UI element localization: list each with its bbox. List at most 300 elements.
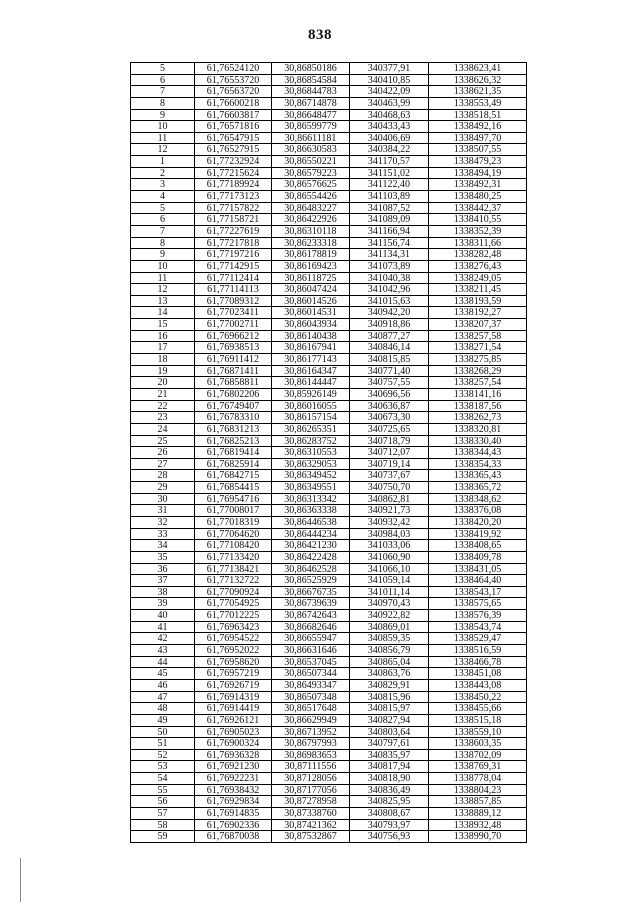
point-number-cell: 6: [131, 214, 195, 226]
longitude-cell: 30,86631646: [272, 645, 350, 657]
point-number-cell: 8: [131, 238, 195, 250]
point-number-cell: 31: [131, 505, 195, 517]
latitude-cell: 61,77089312: [195, 296, 272, 308]
longitude-cell: 30,86310118: [272, 226, 350, 238]
table-row: [131, 727, 527, 739]
longitude-cell: 30,86507348: [272, 692, 350, 704]
point-number-cell: 3: [131, 179, 195, 191]
x-coordinate-cell: 340836,49: [350, 785, 429, 797]
point-number-cell: 22: [131, 401, 195, 413]
point-number-cell: 13: [131, 296, 195, 308]
point-number-cell: 37: [131, 575, 195, 587]
longitude-cell: 30,86797993: [272, 738, 350, 750]
y-coordinate-cell: 1338603,35: [429, 738, 527, 750]
point-number-cell: 4: [131, 191, 195, 203]
point-number-cell: 12: [131, 144, 195, 156]
y-coordinate-cell: 1338450,22: [429, 692, 527, 704]
table-row: [131, 773, 527, 785]
longitude-cell: 30,86014531: [272, 307, 350, 319]
latitude-cell: 61,76871411: [195, 366, 272, 378]
y-coordinate-cell: 1338419,92: [429, 529, 527, 541]
y-coordinate-cell: 1338354,33: [429, 459, 527, 471]
point-number-cell: 33: [131, 529, 195, 541]
longitude-cell: 30,86265351: [272, 424, 350, 436]
latitude-cell: 61,76905023: [195, 727, 272, 739]
longitude-cell: 30,86310553: [272, 447, 350, 459]
x-coordinate-cell: 340942,20: [350, 307, 429, 319]
y-coordinate-cell: 1338778,04: [429, 773, 527, 785]
x-coordinate-cell: 341066,10: [350, 564, 429, 576]
longitude-cell: 30,85926149: [272, 389, 350, 401]
scan-edge-line: [20, 858, 21, 902]
latitude-cell: 61,76858811: [195, 377, 272, 389]
y-coordinate-cell: 1338451,08: [429, 668, 527, 680]
point-number-cell: 39: [131, 598, 195, 610]
table-row: [131, 447, 527, 459]
y-coordinate-cell: 1338553,49: [429, 98, 527, 110]
table-row: [131, 284, 527, 296]
longitude-cell: 30,86599779: [272, 121, 350, 133]
point-number-cell: 54: [131, 773, 195, 785]
table-row: [131, 820, 527, 832]
latitude-cell: 61,76553720: [195, 75, 272, 87]
point-number-cell: 40: [131, 610, 195, 622]
y-coordinate-cell: 1338857,85: [429, 796, 527, 808]
y-coordinate-cell: 1338376,08: [429, 505, 527, 517]
table-row: [131, 575, 527, 587]
table-row: [131, 63, 527, 75]
y-coordinate-cell: 1338365,72: [429, 482, 527, 494]
longitude-cell: 30,86550221: [272, 156, 350, 168]
table-row: [131, 75, 527, 87]
latitude-cell: 61,76524120: [195, 63, 272, 75]
longitude-cell: 30,86178819: [272, 249, 350, 261]
longitude-cell: 30,86611181: [272, 133, 350, 145]
table-row: [131, 86, 527, 98]
latitude-cell: 61,77064620: [195, 529, 272, 541]
table-row: [131, 249, 527, 261]
point-number-cell: 19: [131, 366, 195, 378]
longitude-cell: 30,86676735: [272, 587, 350, 599]
latitude-cell: 61,76870038: [195, 831, 272, 843]
x-coordinate-cell: 340869,01: [350, 622, 429, 634]
x-coordinate-cell: 340863,76: [350, 668, 429, 680]
latitude-cell: 61,76954522: [195, 633, 272, 645]
table-row: [131, 412, 527, 424]
table-row: [131, 715, 527, 727]
table-row: [131, 657, 527, 669]
latitude-cell: 61,76547915: [195, 133, 272, 145]
x-coordinate-cell: 341122,40: [350, 179, 429, 191]
latitude-cell: 61,77132722: [195, 575, 272, 587]
longitude-cell: 30,86167941: [272, 342, 350, 354]
longitude-cell: 30,86983653: [272, 750, 350, 762]
x-coordinate-cell: 340673,30: [350, 412, 429, 424]
y-coordinate-cell: 1338621,35: [429, 86, 527, 98]
point-number-cell: 21: [131, 389, 195, 401]
point-number-cell: 41: [131, 622, 195, 634]
y-coordinate-cell: 1338408,65: [429, 540, 527, 552]
x-coordinate-cell: 341170,57: [350, 156, 429, 168]
point-number-cell: 15: [131, 319, 195, 331]
longitude-cell: 30,86349551: [272, 482, 350, 494]
longitude-cell: 30,86016055: [272, 401, 350, 413]
point-number-cell: 8: [131, 98, 195, 110]
longitude-cell: 30,86140438: [272, 331, 350, 343]
y-coordinate-cell: 1338410,55: [429, 214, 527, 226]
latitude-cell: 61,77217818: [195, 238, 272, 250]
x-coordinate-cell: 341040,38: [350, 273, 429, 285]
latitude-cell: 61,76963423: [195, 622, 272, 634]
longitude-cell: 30,86517648: [272, 703, 350, 715]
latitude-cell: 61,77138421: [195, 564, 272, 576]
point-number-cell: 38: [131, 587, 195, 599]
y-coordinate-cell: 1338516,59: [429, 645, 527, 657]
latitude-cell: 61,77157822: [195, 203, 272, 215]
longitude-cell: 30,86363338: [272, 505, 350, 517]
y-coordinate-cell: 1338141,16: [429, 389, 527, 401]
x-coordinate-cell: 340862,81: [350, 494, 429, 506]
table-row: [131, 692, 527, 704]
point-number-cell: 17: [131, 342, 195, 354]
table-row: [131, 261, 527, 273]
latitude-cell: 61,76825914: [195, 459, 272, 471]
table-row: [131, 796, 527, 808]
latitude-cell: 61,77112414: [195, 273, 272, 285]
longitude-cell: 30,86629949: [272, 715, 350, 727]
x-coordinate-cell: 340468,63: [350, 110, 429, 122]
y-coordinate-cell: 1338257,58: [429, 331, 527, 343]
x-coordinate-cell: 340829,91: [350, 680, 429, 692]
y-coordinate-cell: 1338420,20: [429, 517, 527, 529]
longitude-cell: 30,86682646: [272, 622, 350, 634]
longitude-cell: 30,86014526: [272, 296, 350, 308]
longitude-cell: 30,87177056: [272, 785, 350, 797]
point-number-cell: 51: [131, 738, 195, 750]
longitude-cell: 30,86507344: [272, 668, 350, 680]
longitude-cell: 30,86655947: [272, 633, 350, 645]
table-row: [131, 750, 527, 762]
table-row: [131, 214, 527, 226]
y-coordinate-cell: 1338282,48: [429, 249, 527, 261]
latitude-cell: 61,77227619: [195, 226, 272, 238]
point-number-cell: 29: [131, 482, 195, 494]
point-number-cell: 34: [131, 540, 195, 552]
latitude-cell: 61,77114113: [195, 284, 272, 296]
point-number-cell: 48: [131, 703, 195, 715]
table-row: [131, 587, 527, 599]
latitude-cell: 61,76921230: [195, 761, 272, 773]
longitude-cell: 30,86446538: [272, 517, 350, 529]
y-coordinate-cell: 1338409,78: [429, 552, 527, 564]
longitude-cell: 30,86118725: [272, 273, 350, 285]
longitude-cell: 30,86483227: [272, 203, 350, 215]
longitude-cell: 30,87338760: [272, 808, 350, 820]
latitude-cell: 61,76854415: [195, 482, 272, 494]
longitude-cell: 30,86444234: [272, 529, 350, 541]
x-coordinate-cell: 340827,94: [350, 715, 429, 727]
point-number-cell: 9: [131, 110, 195, 122]
y-coordinate-cell: 1338529,47: [429, 633, 527, 645]
table-row: [131, 494, 527, 506]
y-coordinate-cell: 1338990,70: [429, 831, 527, 843]
latitude-cell: 61,77142915: [195, 261, 272, 273]
point-number-cell: 7: [131, 226, 195, 238]
latitude-cell: 61,76938432: [195, 785, 272, 797]
latitude-cell: 61,76825213: [195, 436, 272, 448]
y-coordinate-cell: 1338268,29: [429, 366, 527, 378]
x-coordinate-cell: 340825,95: [350, 796, 429, 808]
longitude-cell: 30,86177143: [272, 354, 350, 366]
point-number-cell: 32: [131, 517, 195, 529]
latitude-cell: 61,77090924: [195, 587, 272, 599]
x-coordinate-cell: 340803,64: [350, 727, 429, 739]
point-number-cell: 53: [131, 761, 195, 773]
table-row: [131, 377, 527, 389]
latitude-cell: 61,76929834: [195, 796, 272, 808]
x-coordinate-cell: 341015,63: [350, 296, 429, 308]
table-row: [131, 238, 527, 250]
y-coordinate-cell: 1338576,39: [429, 610, 527, 622]
x-coordinate-cell: 340771,40: [350, 366, 429, 378]
table-row: [131, 761, 527, 773]
latitude-cell: 61,77023411: [195, 307, 272, 319]
y-coordinate-cell: 1338443,08: [429, 680, 527, 692]
y-coordinate-cell: 1338311,66: [429, 238, 527, 250]
longitude-cell: 30,87111556: [272, 761, 350, 773]
x-coordinate-cell: 340410,85: [350, 75, 429, 87]
y-coordinate-cell: 1338249,05: [429, 273, 527, 285]
table-row: [131, 622, 527, 634]
point-number-cell: 46: [131, 680, 195, 692]
latitude-cell: 61,76571816: [195, 121, 272, 133]
table-row: [131, 808, 527, 820]
x-coordinate-cell: 341059,14: [350, 575, 429, 587]
table-row: [131, 831, 527, 843]
y-coordinate-cell: 1338348,62: [429, 494, 527, 506]
y-coordinate-cell: 1338257,54: [429, 377, 527, 389]
x-coordinate-cell: 340757,55: [350, 377, 429, 389]
latitude-cell: 61,77215624: [195, 168, 272, 180]
table-row: [131, 179, 527, 191]
page-number: 838: [308, 27, 332, 43]
x-coordinate-cell: 340750,70: [350, 482, 429, 494]
point-number-cell: 30: [131, 494, 195, 506]
x-coordinate-cell: 340921,73: [350, 505, 429, 517]
y-coordinate-cell: 1338352,39: [429, 226, 527, 238]
point-number-cell: 5: [131, 203, 195, 215]
x-coordinate-cell: 340815,85: [350, 354, 429, 366]
y-coordinate-cell: 1338455,66: [429, 703, 527, 715]
latitude-cell: 61,76911412: [195, 354, 272, 366]
x-coordinate-cell: 340718,79: [350, 436, 429, 448]
y-coordinate-cell: 1338889,12: [429, 808, 527, 820]
point-number-cell: 16: [131, 331, 195, 343]
point-number-cell: 11: [131, 273, 195, 285]
longitude-cell: 30,86576625: [272, 179, 350, 191]
y-coordinate-cell: 1338330,40: [429, 436, 527, 448]
latitude-cell: 61,76842715: [195, 470, 272, 482]
y-coordinate-cell: 1338207,37: [429, 319, 527, 331]
latitude-cell: 61,76957219: [195, 668, 272, 680]
latitude-cell: 61,77158721: [195, 214, 272, 226]
y-coordinate-cell: 1338518,51: [429, 110, 527, 122]
latitude-cell: 61,77054925: [195, 598, 272, 610]
y-coordinate-cell: 1338192,27: [429, 307, 527, 319]
y-coordinate-cell: 1338466,78: [429, 657, 527, 669]
x-coordinate-cell: 341103,89: [350, 191, 429, 203]
table-row: [131, 273, 527, 285]
point-number-cell: 50: [131, 727, 195, 739]
x-coordinate-cell: 341156,74: [350, 238, 429, 250]
y-coordinate-cell: 1338804,23: [429, 785, 527, 797]
x-coordinate-cell: 340719,14: [350, 459, 429, 471]
x-coordinate-cell: 340818,90: [350, 773, 429, 785]
table-row: [131, 540, 527, 552]
point-number-cell: 58: [131, 820, 195, 832]
x-coordinate-cell: 341166,94: [350, 226, 429, 238]
latitude-cell: 61,77133420: [195, 552, 272, 564]
y-coordinate-cell: 1338187,56: [429, 401, 527, 413]
latitude-cell: 61,76914835: [195, 808, 272, 820]
longitude-cell: 30,86739639: [272, 598, 350, 610]
x-coordinate-cell: 341089,09: [350, 214, 429, 226]
latitude-cell: 61,76922231: [195, 773, 272, 785]
longitude-cell: 30,86579223: [272, 168, 350, 180]
point-number-cell: 43: [131, 645, 195, 657]
x-coordinate-cell: 341087,52: [350, 203, 429, 215]
table-row: [131, 668, 527, 680]
longitude-cell: 30,86854584: [272, 75, 350, 87]
longitude-cell: 30,86349452: [272, 470, 350, 482]
latitude-cell: 61,77002711: [195, 319, 272, 331]
latitude-cell: 61,76926719: [195, 680, 272, 692]
latitude-cell: 61,76902336: [195, 820, 272, 832]
table-row: [131, 144, 527, 156]
x-coordinate-cell: 340636,87: [350, 401, 429, 413]
table-row: [131, 331, 527, 343]
latitude-cell: 61,76783310: [195, 412, 272, 424]
longitude-cell: 30,86742643: [272, 610, 350, 622]
latitude-cell: 61,76603817: [195, 110, 272, 122]
x-coordinate-cell: 340377,91: [350, 63, 429, 75]
latitude-cell: 61,76749407: [195, 401, 272, 413]
point-number-cell: 5: [131, 63, 195, 75]
y-coordinate-cell: 1338626,32: [429, 75, 527, 87]
y-coordinate-cell: 1338275,85: [429, 354, 527, 366]
y-coordinate-cell: 1338492,16: [429, 121, 527, 133]
longitude-cell: 30,86630583: [272, 144, 350, 156]
table-row: [131, 785, 527, 797]
longitude-cell: 30,86164347: [272, 366, 350, 378]
latitude-cell: 61,76958620: [195, 657, 272, 669]
table-row: [131, 610, 527, 622]
point-number-cell: 47: [131, 692, 195, 704]
latitude-cell: 61,77189924: [195, 179, 272, 191]
longitude-cell: 30,86043934: [272, 319, 350, 331]
y-coordinate-cell: 1338464,40: [429, 575, 527, 587]
latitude-cell: 61,76600218: [195, 98, 272, 110]
x-coordinate-cell: 340835,97: [350, 750, 429, 762]
y-coordinate-cell: 1338492,31: [429, 179, 527, 191]
table-row: [131, 296, 527, 308]
longitude-cell: 30,86421230: [272, 540, 350, 552]
x-coordinate-cell: 340406,69: [350, 133, 429, 145]
table-row: [131, 529, 527, 541]
table-row: [131, 156, 527, 168]
latitude-cell: 61,76802206: [195, 389, 272, 401]
table-row: [131, 191, 527, 203]
x-coordinate-cell: 340970,43: [350, 598, 429, 610]
y-coordinate-cell: 1338497,70: [429, 133, 527, 145]
x-coordinate-cell: 341073,89: [350, 261, 429, 273]
point-number-cell: 57: [131, 808, 195, 820]
latitude-cell: 61,77108420: [195, 540, 272, 552]
y-coordinate-cell: 1338623,41: [429, 63, 527, 75]
table-row: [131, 168, 527, 180]
longitude-cell: 30,86493347: [272, 680, 350, 692]
x-coordinate-cell: 341134,31: [350, 249, 429, 261]
latitude-cell: 61,76926121: [195, 715, 272, 727]
y-coordinate-cell: 1338559,10: [429, 727, 527, 739]
y-coordinate-cell: 1338276,43: [429, 261, 527, 273]
longitude-cell: 30,87278958: [272, 796, 350, 808]
latitude-cell: 61,77173123: [195, 191, 272, 203]
x-coordinate-cell: 341033,06: [350, 540, 429, 552]
table-row: [131, 319, 527, 331]
latitude-cell: 61,76563720: [195, 86, 272, 98]
x-coordinate-cell: 340932,42: [350, 517, 429, 529]
point-number-cell: 12: [131, 284, 195, 296]
longitude-cell: 30,86157154: [272, 412, 350, 424]
point-number-cell: 25: [131, 436, 195, 448]
x-coordinate-cell: 340918,86: [350, 319, 429, 331]
y-coordinate-cell: 1338575,65: [429, 598, 527, 610]
latitude-cell: 61,76952022: [195, 645, 272, 657]
table-row: [131, 436, 527, 448]
latitude-cell: 61,77018319: [195, 517, 272, 529]
x-coordinate-cell: 340463,99: [350, 98, 429, 110]
longitude-cell: 30,86844783: [272, 86, 350, 98]
latitude-cell: 61,76938513: [195, 342, 272, 354]
longitude-cell: 30,86422428: [272, 552, 350, 564]
x-coordinate-cell: 340815,97: [350, 703, 429, 715]
table-row: [131, 133, 527, 145]
latitude-cell: 61,76936328: [195, 750, 272, 762]
x-coordinate-cell: 341042,96: [350, 284, 429, 296]
longitude-cell: 30,86047424: [272, 284, 350, 296]
y-coordinate-cell: 1338442,37: [429, 203, 527, 215]
table-row: [131, 354, 527, 366]
point-number-cell: 56: [131, 796, 195, 808]
point-number-cell: 18: [131, 354, 195, 366]
y-coordinate-cell: 1338769,31: [429, 761, 527, 773]
point-number-cell: 35: [131, 552, 195, 564]
latitude-cell: 61,76831213: [195, 424, 272, 436]
x-coordinate-cell: 340384,22: [350, 144, 429, 156]
point-number-cell: 28: [131, 470, 195, 482]
y-coordinate-cell: 1338494,19: [429, 168, 527, 180]
point-number-cell: 59: [131, 831, 195, 843]
x-coordinate-cell: 340846,14: [350, 342, 429, 354]
x-coordinate-cell: 340756,93: [350, 831, 429, 843]
x-coordinate-cell: 340725,65: [350, 424, 429, 436]
y-coordinate-cell: 1338365,43: [429, 470, 527, 482]
table-row: [131, 366, 527, 378]
longitude-cell: 30,86462528: [272, 564, 350, 576]
point-number-cell: 20: [131, 377, 195, 389]
y-coordinate-cell: 1338543,17: [429, 587, 527, 599]
